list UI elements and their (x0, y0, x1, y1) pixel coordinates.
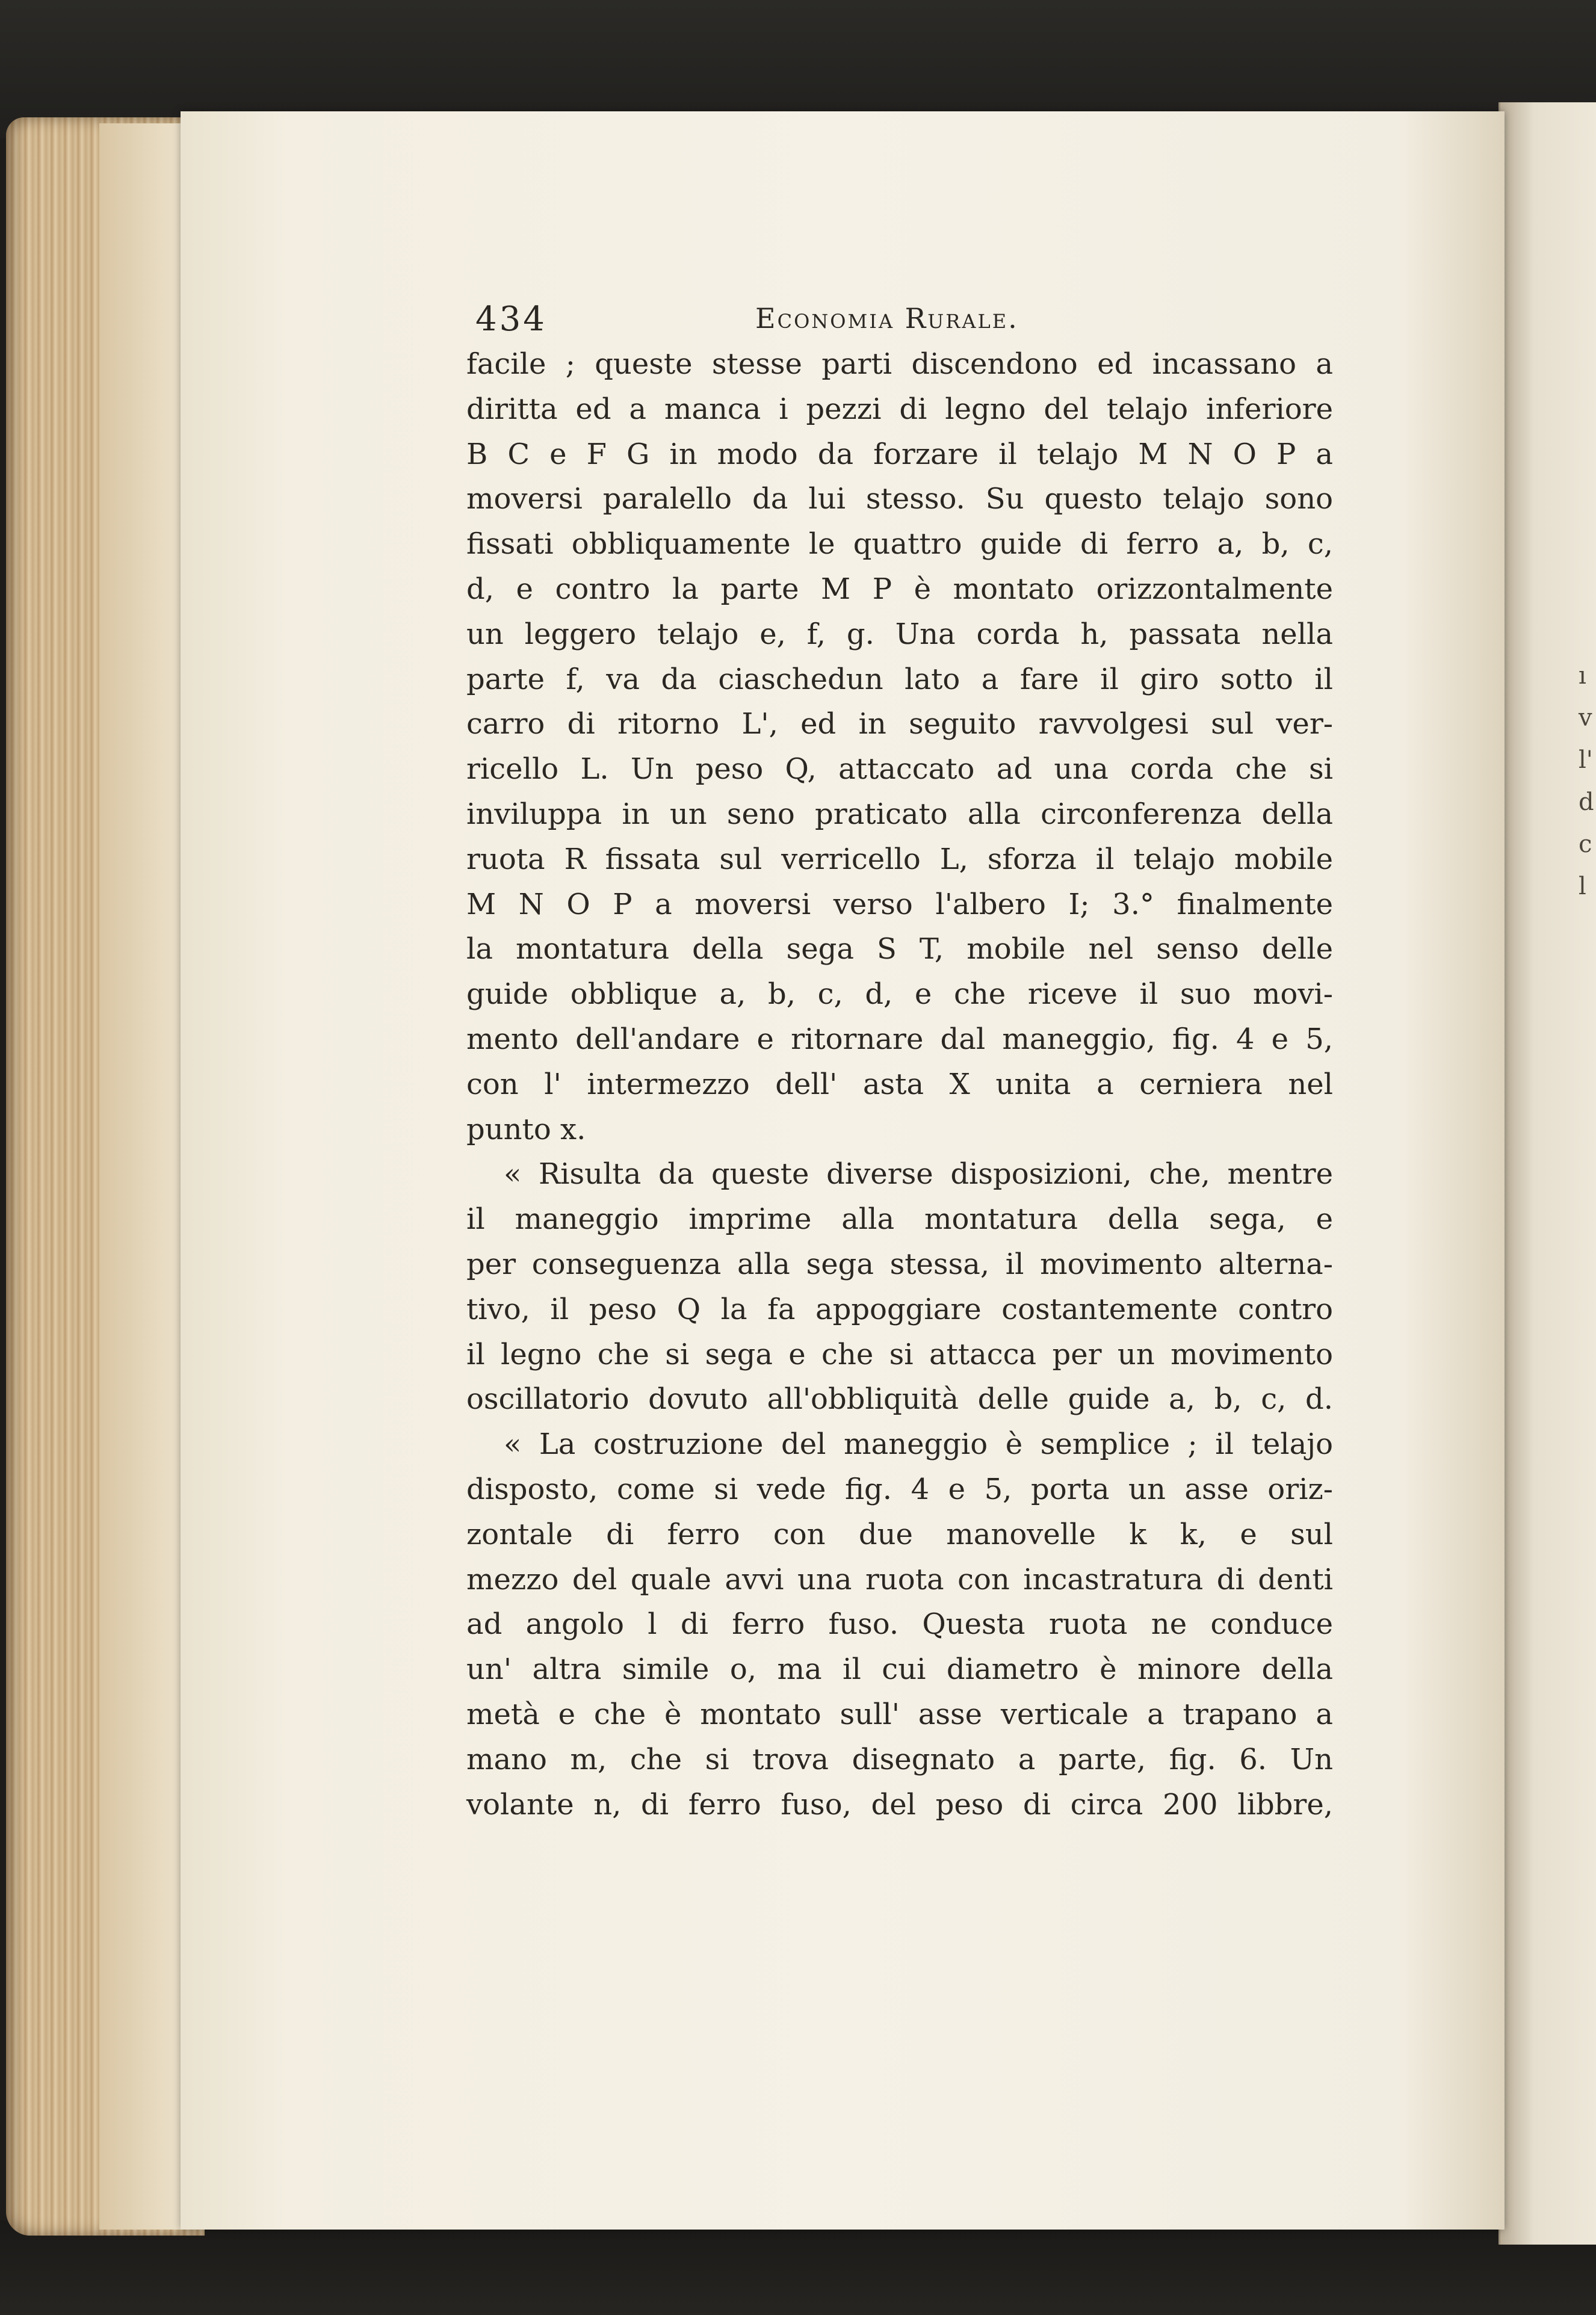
text-line: « Risulta da queste diverse disposizioni, che, mentre (504, 1157, 1333, 1191)
text-line: un' altra simile o, ma il cui diametro è minore della (466, 1652, 1333, 1687)
facing-page-fragment: ı (1579, 662, 1586, 690)
text-line: d, e contro la parte M P è montato orizzontalmente (466, 572, 1333, 606)
text-line: volante n, di ferro fuso, del peso di circa 200 libbre, (466, 1787, 1333, 1822)
facing-page-fragment: c (1579, 830, 1592, 858)
text-line: guide obblique a, b, c, d, e che riceve il suo movi- (466, 977, 1333, 1012)
text-line: per conseguenza alla sega stessa, il movimento alterna- (466, 1247, 1333, 1281)
text-line: un leggero telajo e, f, g. Una corda h, passata nella (466, 617, 1333, 651)
text-line: facile ; queste stesse parti discendono ed incassano a (466, 347, 1333, 381)
text-line: disposto, come si vede fig. 4 e 5, porta un asse oriz- (466, 1472, 1333, 1506)
body-text (466, 342, 1333, 1827)
facing-page-edge (1499, 102, 1596, 2245)
text-line: punto x. (466, 1112, 586, 1146)
text-line: il legno che si sega e che si attacca per un movimento (466, 1337, 1333, 1371)
text-line: mano m, che si trova disegnato a parte, fig. 6. Un (466, 1742, 1333, 1776)
running-title: Economia Rurale. (755, 302, 1019, 335)
background-bottom (0, 2221, 1596, 2315)
text-line: la montatura della sega S T, mobile nel senso delle (466, 932, 1333, 966)
text-line: « La costruzione del maneggio è semplice ; il telajo (504, 1427, 1333, 1462)
facing-page-fragment: d (1579, 788, 1594, 816)
text-line: ricello L. Un peso Q, attaccato ad una corda che si (466, 752, 1333, 787)
text-line: ad angolo l di ferro fuso. Questa ruota ne conduce (466, 1607, 1333, 1642)
text-line: diritta ed a manca i pezzi di legno del telajo inferiore (466, 392, 1333, 426)
text-line: il maneggio imprime alla montatura della sega, e (466, 1202, 1333, 1237)
page-number: 434 (475, 300, 547, 339)
facing-page-fragment: l (1579, 873, 1586, 900)
text-line: B C e F G in modo da forzare il telajo M N O P a (466, 437, 1333, 471)
text-line: inviluppa in un seno praticato alla circonferenza della (466, 797, 1333, 831)
text-line: fissati obbliquamente le quattro guide di ferro a, b, c, (466, 527, 1333, 561)
facing-page-fragment: l' (1579, 746, 1593, 774)
text-line: mezzo del quale avvi una ruota con incastratura di denti (466, 1562, 1333, 1596)
text-line: carro di ritorno L', ed in seguito ravvolgesi sul ver- (466, 707, 1333, 741)
running-head (466, 300, 1333, 342)
facing-page-fragment: v (1579, 704, 1592, 732)
text-line: moversi paralello da lui stesso. Su questo telajo sono (466, 482, 1333, 516)
text-line: zontale di ferro con due manovelle k k, e sul (466, 1517, 1333, 1551)
text-line: con l' intermezzo dell' asta X unita a cerniera nel (466, 1067, 1333, 1101)
text-line: parte f, va da ciaschedun lato a fare il giro sotto il (466, 662, 1333, 696)
text-line: metà e che è montato sull' asse verticale a trapano a (466, 1697, 1333, 1731)
text-line: tivo, il peso Q la fa appoggiare costantemente contro (466, 1292, 1333, 1326)
text-line: oscillatorio dovuto all'obbliquità delle guide a, b, c, d. (466, 1382, 1333, 1417)
text-line: mento dell'andare e ritornare dal maneggio, fig. 4 e 5, (466, 1022, 1333, 1056)
page-text-block (466, 300, 1333, 1827)
text-line: ruota R fissata sul verricello L, sforza il telajo mobile (466, 842, 1333, 876)
text-line: M N O P a moversi verso l'albero I; 3.° finalmente (466, 887, 1333, 921)
